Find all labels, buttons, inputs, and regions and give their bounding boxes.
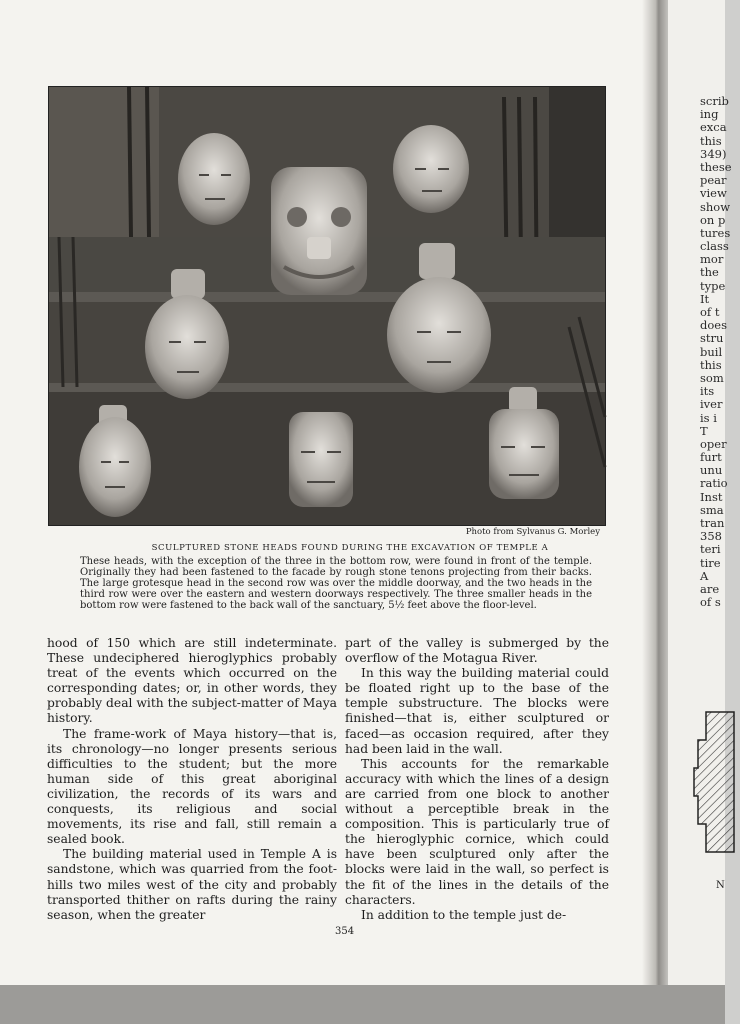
text-fragment: pear [700, 173, 727, 188]
text-fragment: teri [700, 542, 721, 557]
text-fragment: oper [700, 436, 727, 451]
caption-body: These heads, with the exception of the three in the bottom row, were found in front of the temple. Originally they had been fastened to the facade by rough stone tenons projecting from their backs. The large grotesque head in the second row was over the middle doorway, and the two heads in the third row were over the eastern and western doorways respectively. The three smaller heads in the bottom row were fastened to the back wall of the sanctuary, 5½ feet above the floor-level. [80, 556, 592, 611]
text-fragment: T [700, 423, 708, 438]
text-fragment: tran [700, 516, 725, 530]
text-fragment: of s [700, 595, 721, 610]
text-fragment: mor [700, 252, 724, 267]
text-fragment: stru [700, 331, 724, 346]
text-fragment: this [700, 357, 722, 372]
scan-background [0, 985, 725, 1024]
text-fragment: its [700, 384, 715, 399]
text-fragment: of t [700, 305, 720, 319]
right-page-text-fragments [700, 95, 740, 609]
text-fragment: view [700, 186, 727, 201]
text-fragment: are [700, 581, 720, 596]
text-fragment: A [700, 568, 709, 583]
text-fragment: 349) [700, 146, 727, 161]
text-fragment: ing [700, 107, 719, 122]
photo-credit: Photo from Sylvanus G. Morley [465, 527, 600, 537]
text-fragment: scrib [700, 94, 729, 108]
text-fragment: show [700, 199, 731, 214]
text-fragment: is i [700, 410, 717, 425]
text-fragment: unu [700, 463, 723, 478]
text-fragment: 358 [700, 529, 722, 544]
text-fragment: It [700, 291, 710, 306]
text-fragment: som [700, 370, 724, 385]
text-fragment: sma [700, 502, 724, 517]
caption-title: SCULPTURED STONE HEADS FOUND DURING THE EXCAVATION OF TEMPLE A [151, 543, 549, 553]
right-text-column [345, 636, 609, 923]
paragraph: hood of 150 which are still indeterminate. These undeciphered hieroglyphics probably treat of the events which occurred on the corresponding dates; or, in other words, they probably deal with the subject-matter of Maya history. [47, 636, 337, 726]
text-fragment: these [700, 159, 732, 174]
text-fragment: type [700, 278, 726, 293]
paragraph: In addition to the temple just de- [361, 907, 567, 922]
page-number: 354 [335, 926, 355, 937]
text-fragment: on p [700, 212, 726, 227]
text-fragment: does [700, 318, 727, 333]
text-fragment: tures [700, 225, 731, 240]
text-fragment: this [700, 133, 722, 148]
text-fragment: ratio [700, 476, 728, 491]
text-fragment: class [700, 239, 729, 254]
stone-heads-photograph [48, 86, 606, 526]
paragraph: In this way the building material could be floated right up to the base of the temple substructure. The blocks were finished—that is, either sculptured or faced—as occasion required, after they had been laid in the wall. [345, 666, 609, 756]
paragraph: The frame-work of Maya history—that is, its chronology—no longer presents serious difficulties to the student; but the more human side of this great aboriginal civilization, the records of its wars and conquests, its religious and social movements, its rise and fall, still remain a sealed book. [47, 726, 337, 847]
paragraph: This accounts for the remarkable accuracy with which the lines of a design are carried from one block to another without a perceptible break in the composition. This is particularly true of the hieroglyphic cornice, which could have been sculptured only after the blocks were laid in the wall, so perfect is the fit of the lines in the details of the characters. [345, 756, 609, 907]
text-fragment: iver [700, 397, 723, 412]
paragraph: The building material used in Temple A is sandstone, which was quarried from the foot-hills two miles west of the city and probably transported thither on rafts during the rainy season, when the greater [47, 847, 337, 922]
text-fragment: exca [700, 120, 727, 135]
left-text-column [47, 636, 337, 923]
right-page-figure-label: N [716, 880, 725, 891]
text-fragment: furt [700, 450, 722, 465]
text-fragment: the [700, 265, 719, 280]
text-fragment: buil [700, 344, 723, 359]
right-page-diagram [694, 712, 734, 852]
text-fragment: tire [700, 555, 721, 570]
text-fragment: Inst [700, 489, 723, 504]
paragraph: part of the valley is submerged by the overflow of the Motagua River. [345, 636, 609, 666]
